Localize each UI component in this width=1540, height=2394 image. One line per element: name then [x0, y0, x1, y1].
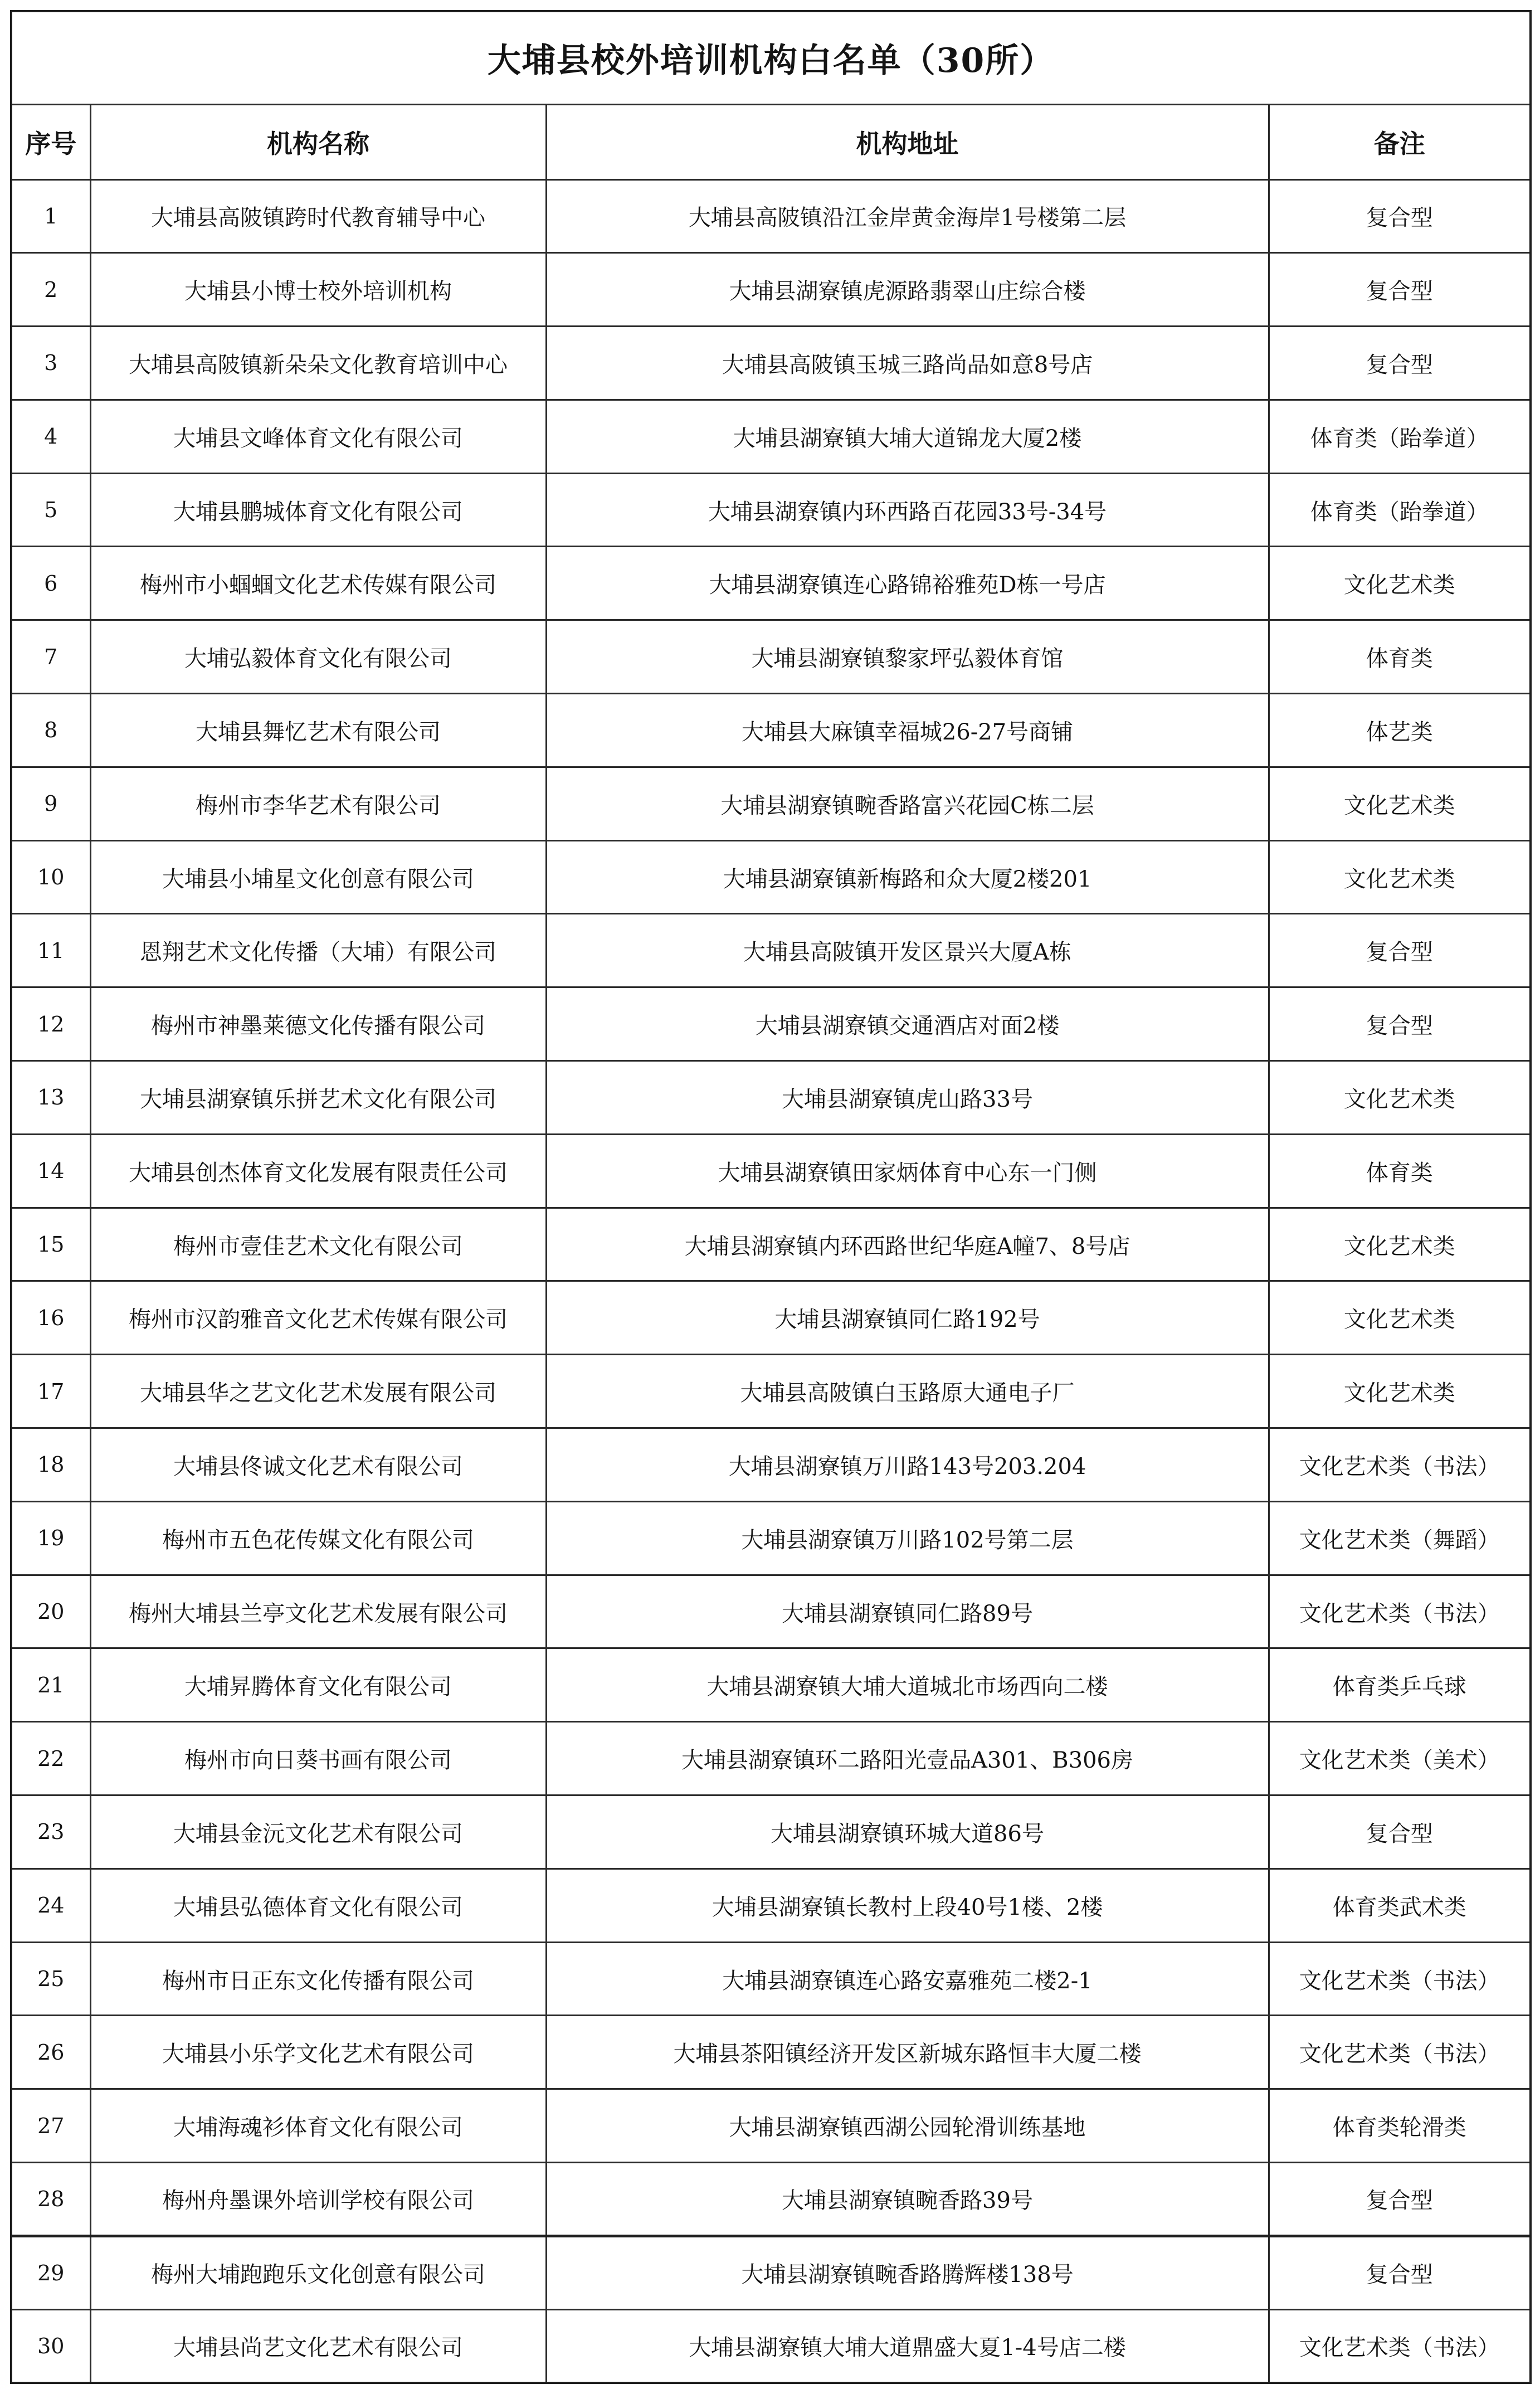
- cell-address: 大埔县湖寮镇新梅路和众大厦2楼201: [546, 840, 1269, 914]
- table-row: [11, 400, 1531, 473]
- table-row: [11, 2163, 1531, 2236]
- table-row: [11, 1869, 1531, 1942]
- cell-remark: 复合型: [1269, 914, 1531, 987]
- cell-address: 大埔县高陂镇开发区景兴大厦A栋: [546, 914, 1269, 987]
- cell-name: 大埔县佟诚文化艺术有限公司: [90, 1428, 546, 1502]
- cell-address: 大埔县湖寮镇万川路102号第二层: [546, 1501, 1269, 1575]
- header-row: [11, 104, 1531, 179]
- cell-index: 5: [11, 473, 90, 547]
- cell-index: 19: [11, 1501, 90, 1575]
- cell-name: 梅州舟墨课外培训学校有限公司: [90, 2163, 546, 2236]
- cell-remark: 复合型: [1269, 253, 1531, 327]
- cell-remark: 文化艺术类: [1269, 840, 1531, 914]
- table-row: [11, 1208, 1531, 1281]
- cell-remark: 文化艺术类（书法）: [1269, 1942, 1531, 2016]
- cell-address: 大埔县高陂镇玉城三路尚品如意8号店: [546, 327, 1269, 400]
- cell-index: 2: [11, 253, 90, 327]
- table-row: [11, 1061, 1531, 1135]
- cell-remark: 文化艺术类: [1269, 1208, 1531, 1281]
- cell-index: 1: [11, 179, 90, 253]
- cell-remark: 文化艺术类（书法）: [1269, 1575, 1531, 1648]
- cell-remark: 文化艺术类（书法）: [1269, 2016, 1531, 2089]
- cell-name: 大埔县文峰体育文化有限公司: [90, 400, 546, 473]
- cell-address: 大埔县湖寮镇同仁路89号: [546, 1575, 1269, 1648]
- cell-index: 30: [11, 2309, 90, 2383]
- cell-remark: 体育类乒乓球: [1269, 1648, 1531, 1722]
- header-address: 机构地址: [546, 104, 1269, 179]
- cell-index: 25: [11, 1942, 90, 2016]
- table-row: [11, 1355, 1531, 1428]
- cell-index: 17: [11, 1355, 90, 1428]
- cell-name: 大埔县华之艺文化艺术发展有限公司: [90, 1355, 546, 1428]
- cell-address: 大埔县湖寮镇环二路阳光壹品A301、B306房: [546, 1722, 1269, 1795]
- cell-address: 大埔县湖寮镇黎家坪弘毅体育馆: [546, 620, 1269, 694]
- cell-name: 梅州市李华艺术有限公司: [90, 767, 546, 840]
- table-row: [11, 1722, 1531, 1795]
- cell-address: 大埔县湖寮镇大埔大道鼎盛大夏1-4号店二楼: [546, 2309, 1269, 2383]
- table-row: [11, 473, 1531, 547]
- table-row: [11, 2236, 1531, 2309]
- cell-address: 大埔县湖寮镇畹香路腾辉楼138号: [546, 2236, 1269, 2309]
- cell-address: 大埔县大麻镇幸福城26-27号商铺: [546, 694, 1269, 767]
- cell-address: 大埔县湖寮镇大埔大道锦龙大厦2楼: [546, 400, 1269, 473]
- cell-address: 大埔县湖寮镇长教村上段40号1楼、2楼: [546, 1869, 1269, 1942]
- cell-name: 梅州市壹佳艺术文化有限公司: [90, 1208, 546, 1281]
- cell-remark: 文化艺术类（书法）: [1269, 1428, 1531, 1502]
- cell-name: 梅州市神墨莱德文化传播有限公司: [90, 987, 546, 1061]
- cell-address: 大埔县高陂镇沿江金岸黄金海岸1号楼第二层: [546, 179, 1269, 253]
- cell-address: 大埔县湖寮镇畹香路富兴花园C栋二层: [546, 767, 1269, 840]
- cell-name: 梅州市五色花传媒文化有限公司: [90, 1501, 546, 1575]
- cell-address: 大埔县湖寮镇内环西路百花园33号-34号: [546, 473, 1269, 547]
- cell-index: 18: [11, 1428, 90, 1502]
- cell-name: 大埔县创杰体育文化发展有限责任公司: [90, 1134, 546, 1208]
- cell-remark: 文化艺术类: [1269, 767, 1531, 840]
- cell-address: 大埔县湖寮镇西湖公园轮滑训练基地: [546, 2089, 1269, 2163]
- cell-index: 16: [11, 1281, 90, 1355]
- cell-index: 26: [11, 2016, 90, 2089]
- table-row: [11, 987, 1531, 1061]
- cell-remark: 复合型: [1269, 327, 1531, 400]
- table-row: [11, 2089, 1531, 2163]
- cell-remark: 复合型: [1269, 2236, 1531, 2309]
- cell-index: 3: [11, 327, 90, 400]
- cell-remark: 文化艺术类（舞蹈）: [1269, 1501, 1531, 1575]
- cell-name: 梅州市小蝈蝈文化艺术传媒有限公司: [90, 547, 546, 620]
- cell-name: 大埔县金沅文化艺术有限公司: [90, 1795, 546, 1869]
- table-row: [11, 2016, 1531, 2089]
- whitelist-table: [10, 10, 1532, 2384]
- cell-index: 8: [11, 694, 90, 767]
- cell-remark: 体育类武术类: [1269, 1869, 1531, 1942]
- cell-index: 28: [11, 2163, 90, 2236]
- cell-index: 24: [11, 1869, 90, 1942]
- cell-address: 大埔县湖寮镇内环西路世纪华庭A幢7、8号店: [546, 1208, 1269, 1281]
- table-row: [11, 179, 1531, 253]
- cell-index: 10: [11, 840, 90, 914]
- cell-address: 大埔县茶阳镇经济开发区新城东路恒丰大厦二楼: [546, 2016, 1269, 2089]
- cell-address: 大埔县湖寮镇连心路锦裕雅苑D栋一号店: [546, 547, 1269, 620]
- cell-remark: 文化艺术类（美术）: [1269, 1722, 1531, 1795]
- cell-index: 11: [11, 914, 90, 987]
- table-row: [11, 1134, 1531, 1208]
- cell-remark: 复合型: [1269, 1795, 1531, 1869]
- cell-name: 大埔县弘德体育文化有限公司: [90, 1869, 546, 1942]
- cell-index: 27: [11, 2089, 90, 2163]
- table-row: [11, 767, 1531, 840]
- cell-index: 13: [11, 1061, 90, 1135]
- cell-address: 大埔县湖寮镇畹香路39号: [546, 2163, 1269, 2236]
- cell-name: 梅州市汉韵雅音文化艺术传媒有限公司: [90, 1281, 546, 1355]
- cell-address: 大埔县湖寮镇虎山路33号: [546, 1061, 1269, 1135]
- table-row: [11, 2309, 1531, 2383]
- cell-remark: 复合型: [1269, 987, 1531, 1061]
- cell-index: 6: [11, 547, 90, 620]
- cell-address: 大埔县湖寮镇田家炳体育中心东一门侧: [546, 1134, 1269, 1208]
- cell-remark: 体育类: [1269, 1134, 1531, 1208]
- table-row: [11, 840, 1531, 914]
- header-name: 机构名称: [90, 104, 546, 179]
- cell-index: 9: [11, 767, 90, 840]
- table-row: [11, 1942, 1531, 2016]
- table-row: [11, 1648, 1531, 1722]
- cell-index: 7: [11, 620, 90, 694]
- cell-remark: 文化艺术类: [1269, 547, 1531, 620]
- header-remark: 备注: [1269, 104, 1531, 179]
- cell-address: 大埔县湖寮镇环城大道86号: [546, 1795, 1269, 1869]
- table-row: [11, 1795, 1531, 1869]
- cell-name: 大埔海魂衫体育文化有限公司: [90, 2089, 546, 2163]
- cell-address: 大埔县湖寮镇虎源路翡翠山庄综合楼: [546, 253, 1269, 327]
- table-row: [11, 1428, 1531, 1502]
- cell-name: 大埔县湖寮镇乐拼艺术文化有限公司: [90, 1061, 546, 1135]
- cell-name: 大埔县舞忆艺术有限公司: [90, 694, 546, 767]
- table-row: [11, 1501, 1531, 1575]
- table-body: [11, 179, 1531, 2383]
- cell-index: 23: [11, 1795, 90, 1869]
- cell-address: 大埔县湖寮镇连心路安嘉雅苑二楼2-1: [546, 1942, 1269, 2016]
- cell-index: 15: [11, 1208, 90, 1281]
- cell-remark: 文化艺术类: [1269, 1355, 1531, 1428]
- table-title: 大埔县校外培训机构白名单（30所）: [11, 11, 1531, 104]
- cell-name: 大埔县小埔星文化创意有限公司: [90, 840, 546, 914]
- table-row: [11, 620, 1531, 694]
- cell-address: 大埔县高陂镇白玉路原大通电子厂: [546, 1355, 1269, 1428]
- title-row: [11, 11, 1531, 104]
- table-row: [11, 1575, 1531, 1648]
- cell-name: 大埔县小乐学文化艺术有限公司: [90, 2016, 546, 2089]
- header-index: 序号: [11, 104, 90, 179]
- table-row: [11, 327, 1531, 400]
- cell-index: 20: [11, 1575, 90, 1648]
- cell-remark: 复合型: [1269, 179, 1531, 253]
- cell-index: 22: [11, 1722, 90, 1795]
- cell-remark: 体艺类: [1269, 694, 1531, 767]
- cell-index: 14: [11, 1134, 90, 1208]
- cell-name: 梅州市日正东文化传播有限公司: [90, 1942, 546, 2016]
- cell-address: 大埔县湖寮镇大埔大道城北市场西向二楼: [546, 1648, 1269, 1722]
- cell-address: 大埔县湖寮镇万川路143号203.204: [546, 1428, 1269, 1502]
- cell-name: 大埔弘毅体育文化有限公司: [90, 620, 546, 694]
- table-row: [11, 914, 1531, 987]
- table-row: [11, 547, 1531, 620]
- cell-index: 29: [11, 2236, 90, 2309]
- cell-remark: 文化艺术类（书法）: [1269, 2309, 1531, 2383]
- cell-name: 大埔县尚艺文化艺术有限公司: [90, 2309, 546, 2383]
- cell-remark: 体育类（跆拳道）: [1269, 400, 1531, 473]
- cell-name: 梅州市向日葵书画有限公司: [90, 1722, 546, 1795]
- cell-name: 大埔县鹏城体育文化有限公司: [90, 473, 546, 547]
- cell-name: 梅州大埔县兰亭文化艺术发展有限公司: [90, 1575, 546, 1648]
- cell-name: 梅州大埔跑跑乐文化创意有限公司: [90, 2236, 546, 2309]
- table-row: [11, 1281, 1531, 1355]
- cell-name: 大埔县高陂镇新朵朵文化教育培训中心: [90, 327, 546, 400]
- cell-name: 大埔昇腾体育文化有限公司: [90, 1648, 546, 1722]
- cell-name: 大埔县小博士校外培训机构: [90, 253, 546, 327]
- cell-address: 大埔县湖寮镇交通酒店对面2楼: [546, 987, 1269, 1061]
- cell-name: 大埔县高陂镇跨时代教育辅导中心: [90, 179, 546, 253]
- cell-address: 大埔县湖寮镇同仁路192号: [546, 1281, 1269, 1355]
- cell-remark: 体育类轮滑类: [1269, 2089, 1531, 2163]
- cell-index: 21: [11, 1648, 90, 1722]
- cell-remark: 复合型: [1269, 2163, 1531, 2236]
- cell-name: 恩翔艺术文化传播（大埔）有限公司: [90, 914, 546, 987]
- table-row: [11, 253, 1531, 327]
- cell-index: 4: [11, 400, 90, 473]
- cell-remark: 体育类: [1269, 620, 1531, 694]
- cell-remark: 文化艺术类: [1269, 1061, 1531, 1135]
- cell-remark: 体育类（跆拳道）: [1269, 473, 1531, 547]
- document-sheet: [10, 10, 1529, 2384]
- table-row: [11, 694, 1531, 767]
- cell-index: 12: [11, 987, 90, 1061]
- cell-remark: 文化艺术类: [1269, 1281, 1531, 1355]
